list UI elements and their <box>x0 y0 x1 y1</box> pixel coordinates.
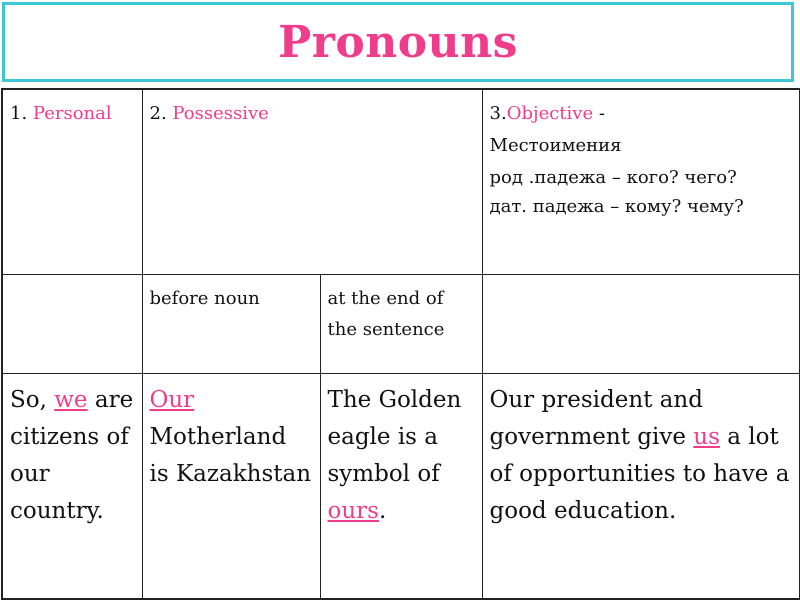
example-personal-keyword: we <box>54 386 88 413</box>
header-personal-label: Personal <box>32 103 112 124</box>
header-objective-label: Objective <box>506 103 594 124</box>
subheader-empty-objective <box>482 274 800 373</box>
example-possessive-end-pre: The Golden eagle is a symbol of <box>327 386 462 487</box>
example-objective <box>482 373 800 599</box>
example-possessive-before-keyword: Our <box>149 386 195 413</box>
header-personal <box>2 89 142 274</box>
example-objective-keyword: us <box>693 423 720 450</box>
header-objective <box>482 89 800 274</box>
subheader-empty-personal <box>2 274 142 373</box>
example-objective-post: a lot of opportunities to have a good education. <box>489 423 790 524</box>
subheader-row <box>2 274 800 373</box>
example-personal-post: are citizens of our country. <box>10 386 134 524</box>
title-banner <box>2 2 794 82</box>
header-objective-dative: дат. падежа – кому? чему? <box>489 196 744 217</box>
header-objective-genitive: род .падежа – кого? чего? <box>489 167 737 188</box>
example-personal <box>2 373 142 599</box>
example-possessive-end-keyword: ours <box>327 497 379 524</box>
header-possessive <box>142 89 482 274</box>
example-objective-pre: Our president and government give <box>489 386 703 450</box>
example-possessive-before <box>142 373 320 599</box>
header-objective-title <box>490 98 793 130</box>
example-possessive-end-post: . <box>378 497 387 524</box>
subheader-at-end: at the end of the sentence <box>320 274 482 373</box>
pronouns-table <box>1 88 800 600</box>
header-personal-number: 1. <box>10 103 28 124</box>
header-possessive-label: Possessive <box>172 103 269 124</box>
example-row <box>2 373 800 599</box>
page-title: Pronouns <box>278 16 518 68</box>
header-objective-dash: - <box>593 103 605 124</box>
header-row <box>2 89 800 274</box>
example-personal-pre: So, <box>10 386 55 413</box>
example-possessive-end <box>320 373 482 599</box>
header-possessive-number: 2. <box>149 103 167 124</box>
example-possessive-before-post: Motherland is Kazakhstan <box>149 423 312 487</box>
subheader-before-noun: before noun <box>142 274 320 373</box>
header-objective-russian-title: Местоимения <box>489 135 622 156</box>
header-objective-number: 3. <box>489 103 507 124</box>
